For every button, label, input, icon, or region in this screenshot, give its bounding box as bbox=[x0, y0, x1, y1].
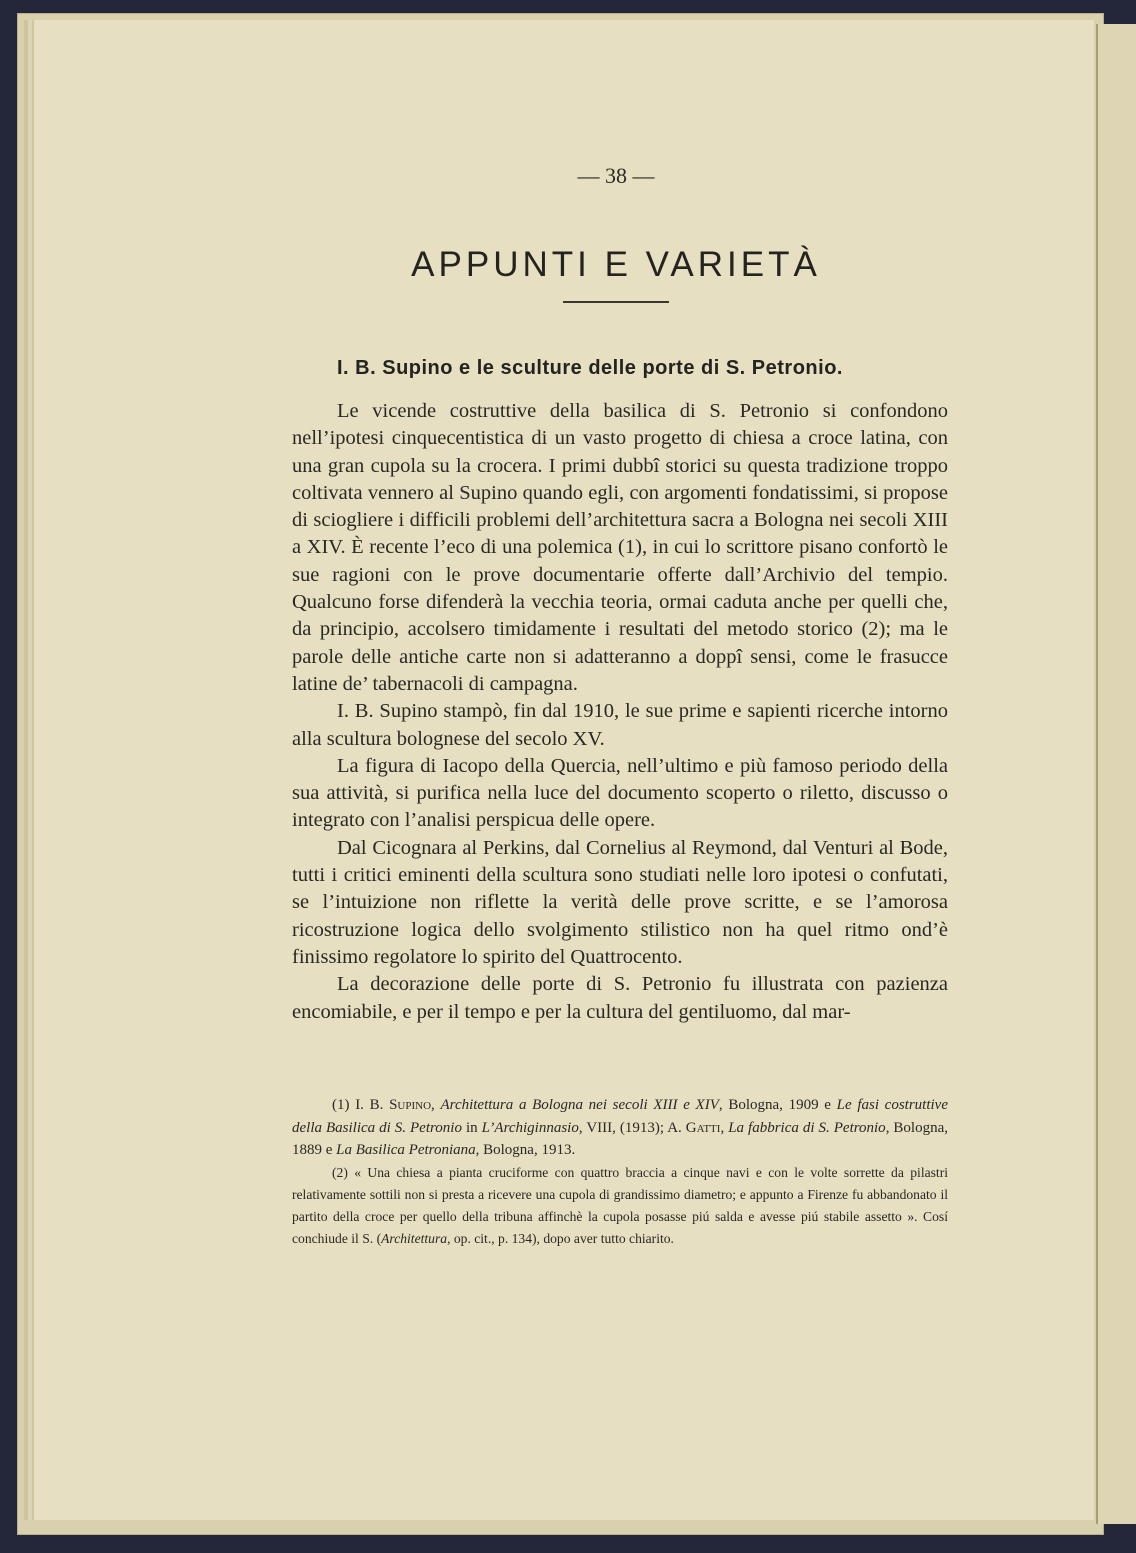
page-number: — 38 — bbox=[577, 163, 655, 188]
paragraph-1: Le vicende costruttive della basilica di S. Petronio si confondono nell’ipotesi cinquecentistica di un vasto progetto di chiesa a croce latina, con una gran cupola su la crocera. I primi dubbî storici su questa tradizione troppo coltivata vennero al Supino quando egli, con argomenti fondatissimi, si propose di sciogliere i difficili problemi dell’architettura sacra a Bologna nei secoli XIII a XIV. È recente l’eco di una polemica (1), in cui lo scrittore pisano confortò le sue ragioni con le prove documentarie offerte dall’Archivio del tempio. Qualcuno forse difenderà la vecchia teoria, ormai caduta anche per quelli che, da principio, accolsero timidamente i resultati del metodo storico (2); ma le parole delle antiche carte non si adatteranno a doppî sensi, come le frasucce latine de’ tabernacoli di campagna. bbox=[292, 400, 949, 695]
footnote-2: (2) « Una chiesa a pianta cruciforme con quattro braccia a cinque navi e con le volte sorrette da pilastri relativamente sottili non si presta a ricevere una cupola di grandissimo diametro; e appunto a Firenze fu abbandonato il partito della croce per quello della tribuna affinchè la cupola posasse piú salda e avesse piú stabile assetto ». Cosí conchiude il S. (Architettura, op. cit., p. 134), dopo aver tutto chiarito. bbox=[292, 1164, 948, 1247]
body-text bbox=[292, 398, 948, 1026]
footnote-ref-1: (1) bbox=[618, 536, 642, 559]
page-title: APPUNTI E VARIETÀ bbox=[411, 245, 821, 284]
paragraph-5: La decorazione delle porte di S. Petronio fu illustrata con pazienza encomiabile, e per il tempo e per la cultura del gentiluomo, dal mar- bbox=[292, 973, 948, 1023]
title-rule bbox=[563, 301, 669, 303]
footnote-ref-2: (2) bbox=[861, 618, 886, 641]
paragraph-3: La figura di Iacopo della Quercia, nell’ultimo e più famoso periodo della sua attività, si purifica nella luce del documento scoperto o riletto, discusso o integrato con l’analisi perspicua delle opere. bbox=[292, 754, 948, 832]
footnote-1: (1) I. B. Supino, Architettura a Bologna nei secoli XIII e XIV, Bologna, 1909 e Le fasi costruttive della Basilica di S. Petronio in L’Archiginnasio, VIII, (1913); A. Gatti, La fabbrica di S. Petronio, Bologna, 1889 e La Basilica Petroniana, Bologna, 1913. bbox=[292, 1097, 949, 1158]
paragraph-2: I. B. Supino stampò, fin dal 1910, le sue prime e sapienti ricerche intorno alla scultura bolognese del secolo XV. bbox=[292, 700, 948, 750]
footnotes bbox=[292, 1094, 948, 1251]
paragraph-4: Dal Cicognara al Perkins, dal Cornelius al Reymond, dal Venturi al Bode, tutti i critici eminenti della scultura sono studiati nelle loro ipotesi o confutati, se l’intuizione non riflette la verità delle prove scritte, e se l’amorosa ricostruzione logica dello svolgimento stilistico non ha quel ritmo ond’è finissimo regolatore lo spirito del Quattrocento. bbox=[292, 836, 948, 968]
section-heading: I. B. Supino e le sculture delle porte di S. Petronio. bbox=[337, 357, 843, 379]
